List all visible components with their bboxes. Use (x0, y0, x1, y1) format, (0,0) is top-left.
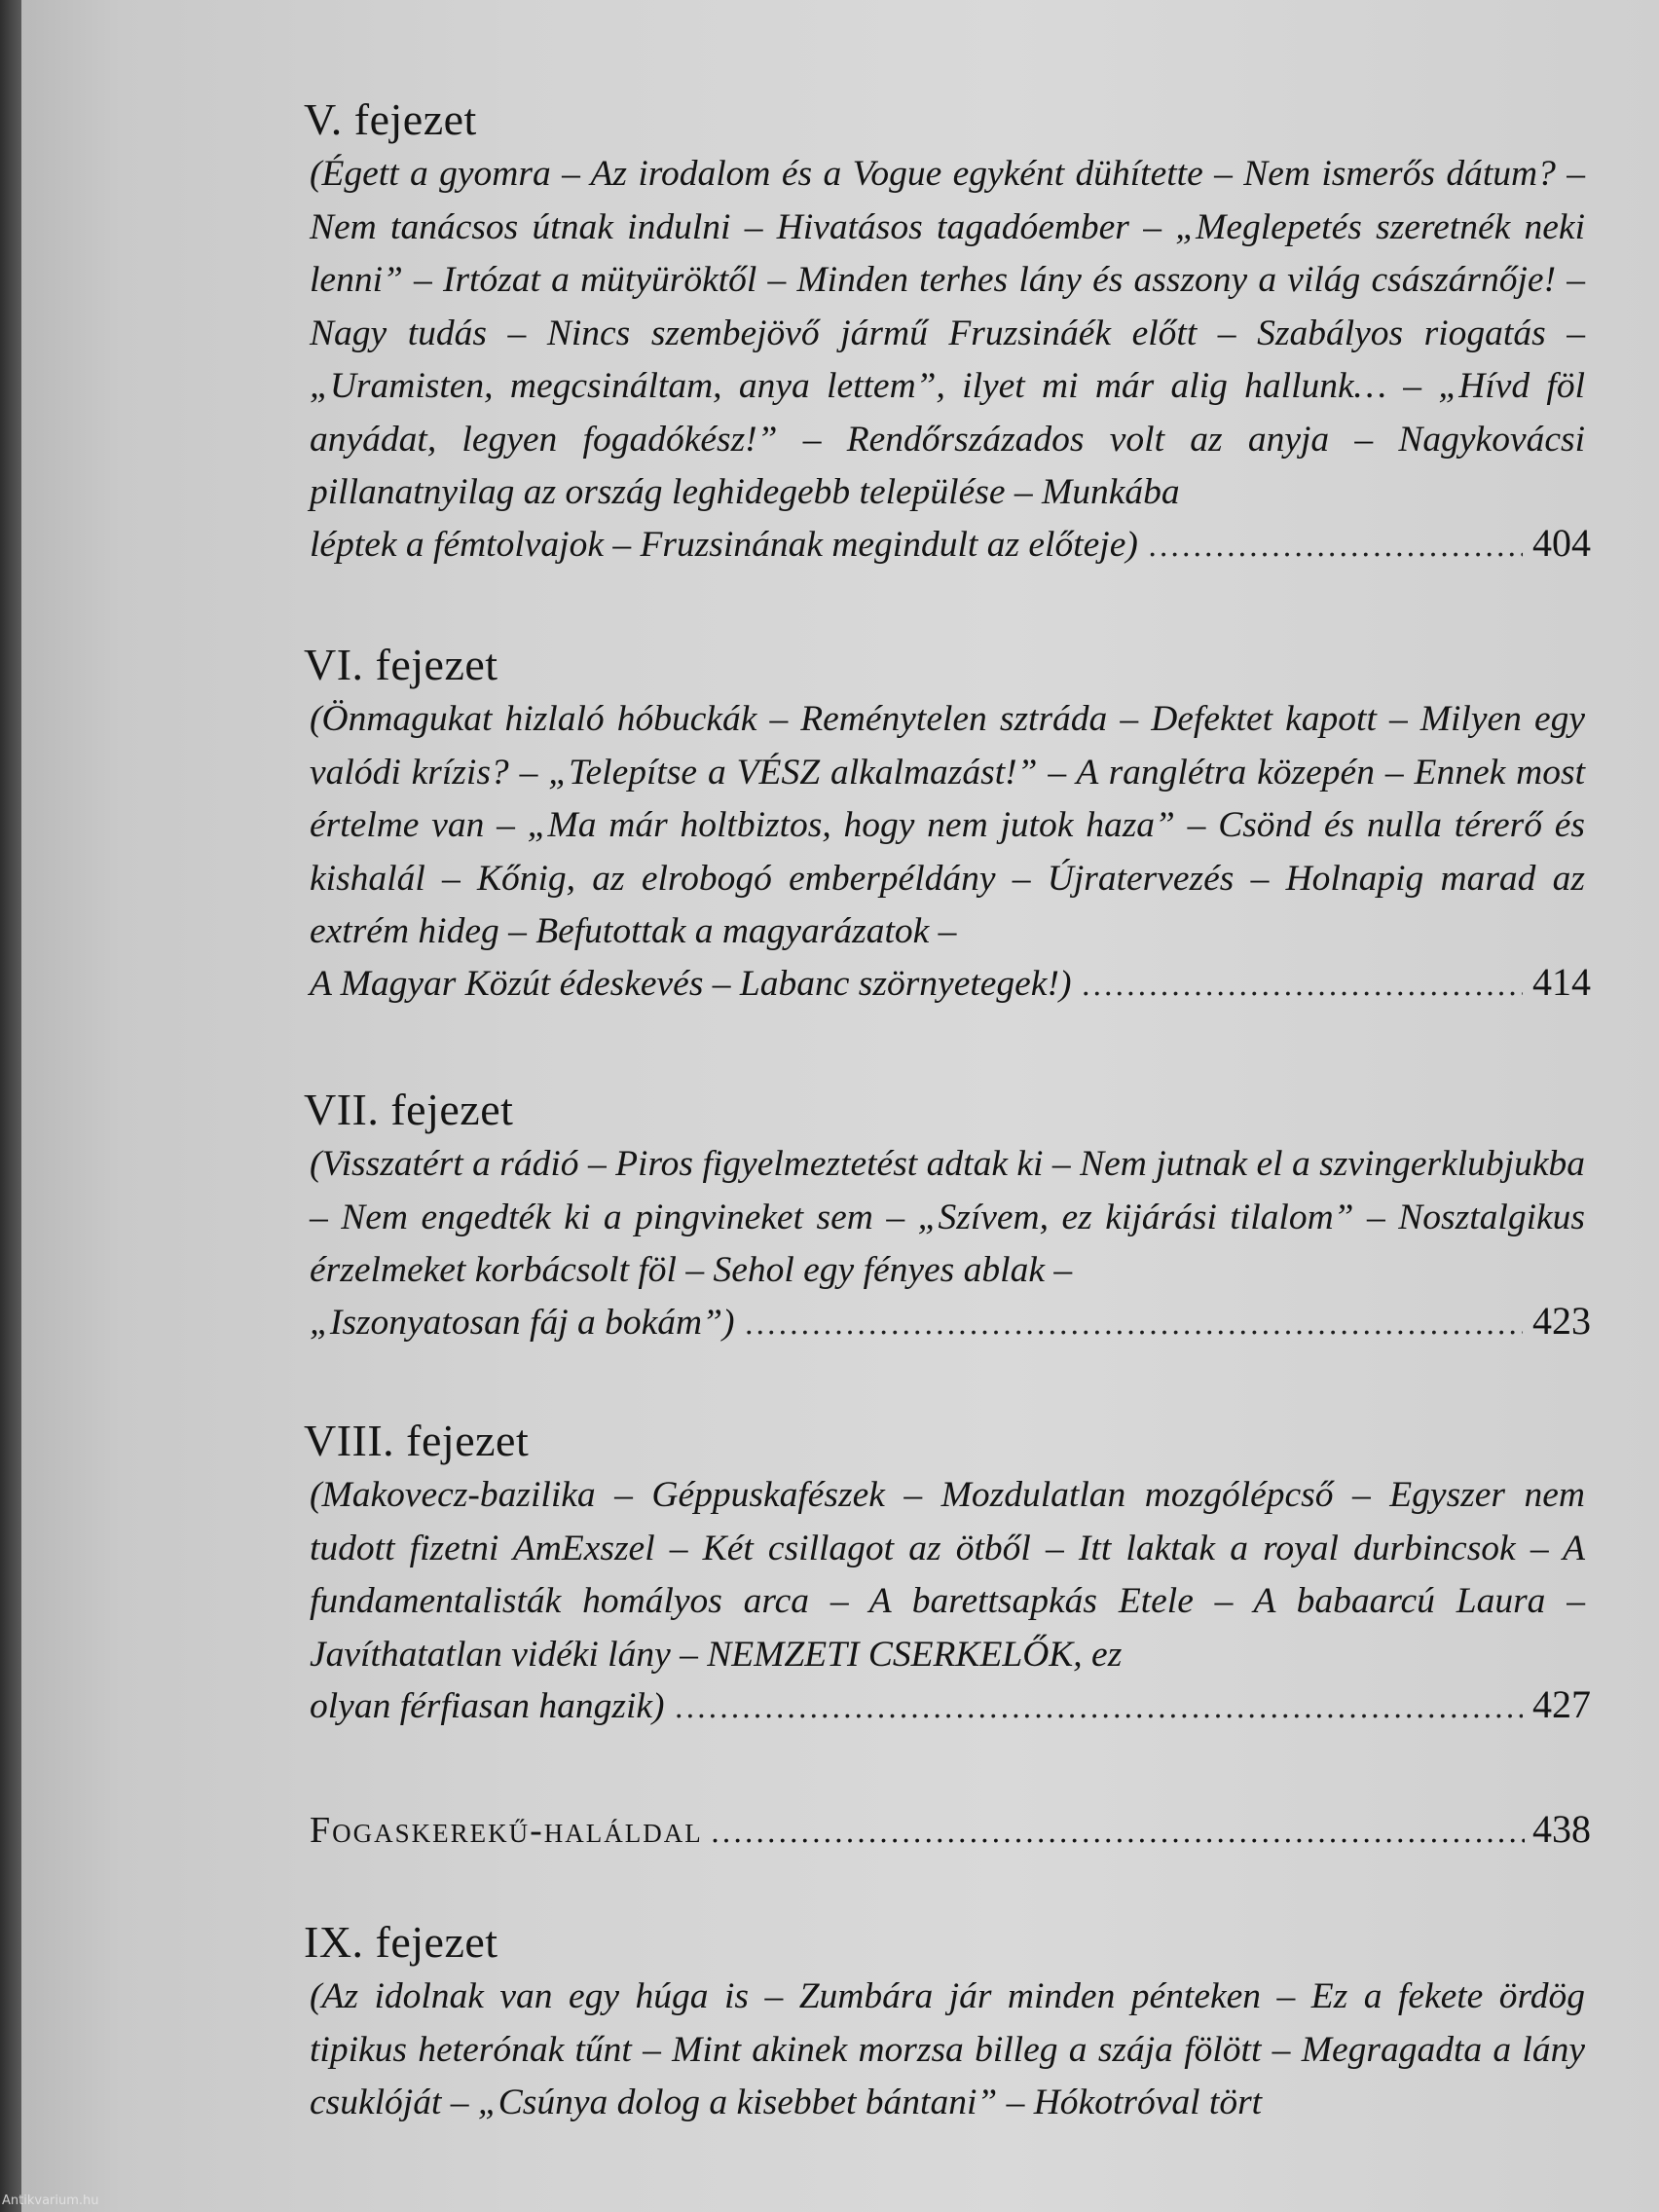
page-number: 404 (1532, 520, 1591, 565)
toc-entry-chapter-6 (304, 641, 1599, 1005)
toc-leader-line (304, 1298, 1591, 1344)
page-number: 438 (1532, 1807, 1591, 1851)
chapter-summary-last-line: „Iszonyatosan fáj a bokám”) (310, 1302, 735, 1343)
dot-leader (1148, 530, 1523, 564)
chapter-title: VIII. fejezet (304, 1416, 530, 1465)
dot-leader (675, 1691, 1523, 1725)
page-number: 423 (1532, 1298, 1591, 1343)
toc-leader-line (304, 520, 1591, 566)
interlude-title: Fogaskerekű-haláldal (310, 1810, 703, 1851)
watermark-text: Antikvarium.hu (2, 2194, 99, 2208)
table-of-contents (21, 0, 1659, 2212)
toc-entry-chapter-8 (304, 1417, 1599, 1727)
chapter-summary: (Égett a gyomra – Az irodalom és a Vogue egyként dühítette – Nem ismerős dátum? – Nem tanácsos útnak indulni – Hivatásos tagadóember – „Meglepetés szeretnék neki lenni” – Irtózat a mütyüröktől – Minden terhes lány és asszony a világ császárnője! – Nagy tudás – Nincs szembejövő jármű Fruzsináék előtt – Szabályos riogatás – „Uramisten, megcsináltam, anya lettem”, ilyet mi már alig hallunk… – „Hívd föl anyádat, legyen fogadókész!” – Rendőrszázados volt az anyja – Nagykovácsi pillanatnyilag az ország leghidegebb települése – Munkába (310, 154, 1585, 512)
chapter-summary: (Önmagukat hizlaló hóbuckák – Reménytelen sztráda – Defektet kapott – Milyen egy valódi krízis? – „Telepítse a VÉSZ alkalmazást!” – A ranglétra közepén – Ennek most értelme van – „Ma már holtbiztos, hogy nem jutok haza” – Csönd és nulla térerő és kishalál – Kőnig, az elrobogó emberpéldány – Újratervezés – Holnapig marad az extrém hideg – Befutottak a magyarázatok – (310, 699, 1585, 951)
chapter-summary: (Visszatért a rádió – Piros figyelmeztetést adtak ki – Nem jutnak el a szvingerklubjukba – Nem engedték ki a pingvineket sem – „Szívem, ez kijárási tilalom” – Nosztalgikus érzelmeket korbácsolt föl – Sehol egy fényes ablak – (310, 1144, 1585, 1290)
toc-entry-chapter-5 (304, 95, 1599, 566)
page-number: 414 (1532, 959, 1591, 1004)
toc-entry-chapter-9 (304, 1918, 1599, 2130)
page-number: 427 (1532, 1682, 1591, 1726)
toc-entry-chapter-7 (304, 1086, 1599, 1344)
chapter-summary-last-line: A Magyar Közút édeskevés – Labanc szörnyetegek!) (310, 963, 1072, 1004)
chapter-summary: (Makovecz-bazilika – Géppuskafészek – Mozdulatlan mozgólépcső – Egyszer nem tudott fizetni AmExszel – Két csillagot az ötből – Itt laktak a royal durbincsok – A fundamentalisták homályos arca – A barettsapkás Etele – A babaarcú Laura – Javíthatatlan vidéki lány – NEMZETI CSERKELŐK, ez (310, 1475, 1585, 1675)
dot-leader (1081, 969, 1523, 1003)
toc-leader-line (304, 959, 1591, 1005)
chapter-title: VII. fejezet (304, 1085, 514, 1134)
chapter-summary: (Az idolnak van egy húga is – Zumbára jár minden pénteken – Ez a fekete ördög tipikus heterónak tűnt – Mint akinek morzsa billeg a szája fölött – Megragadta a lány csuklóját – „Csúnya dolog a kisebbet bántani” – Hókotróval tört (310, 1976, 1585, 2122)
chapter-title: V. fejezet (304, 94, 477, 144)
dot-leader (744, 1308, 1523, 1342)
toc-entry-interlude (310, 1806, 1591, 1852)
dot-leader (711, 1816, 1525, 1850)
chapter-summary-last-line: olyan férfiasan hangzik) (310, 1686, 665, 1726)
toc-leader-line (304, 1681, 1591, 1727)
book-page (21, 0, 1659, 2212)
chapter-summary-last-line: léptek a fémtolvajok – Fruzsinának megindult az előteje) (310, 524, 1138, 565)
chapter-title: IX. fejezet (304, 1917, 498, 1967)
chapter-title: VI. fejezet (304, 640, 498, 689)
